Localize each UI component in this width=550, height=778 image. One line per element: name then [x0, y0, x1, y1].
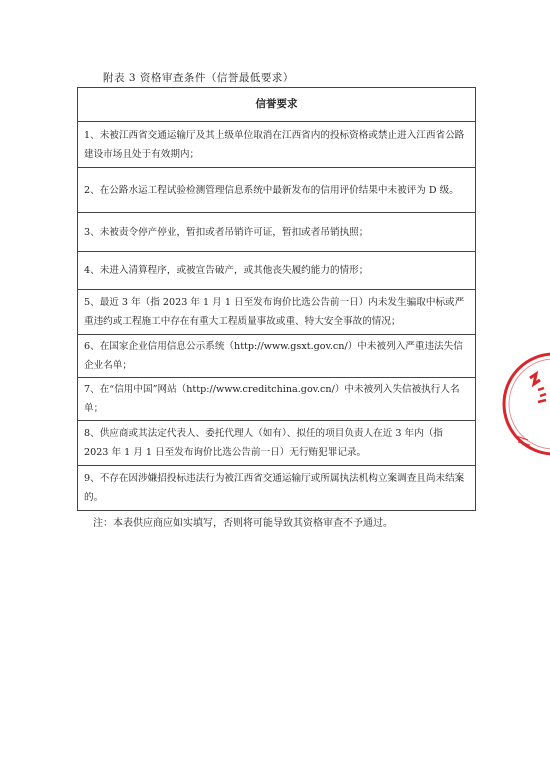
requirements-table — [77, 87, 476, 511]
table-caption: 附表 3 资格审查条件（信誉最低要求） — [103, 72, 294, 84]
table-row — [78, 290, 476, 335]
table-row — [78, 213, 476, 252]
company-seal-stamp — [494, 340, 550, 468]
requirement-8: 8、供应商或其法定代表人、委托代理人（如有）、拟任的项目负责人在近 3 年内（指 2023 年 1 月 1 日至发布询价比选公告前一日）无行贿犯罪记录。 — [78, 421, 476, 466]
table-header: 信誉要求 — [78, 88, 476, 122]
requirement-7: 7、在“信用中国”网站（http://www.creditchina.gov.cn/）中未被列入失信被执行人名单； — [78, 378, 476, 421]
table-row — [78, 252, 476, 290]
requirement-9: 9、不存在因涉嫌招投标违法行为被江西省交通运输厅或所属执法机构立案调查且尚未结案的。 — [78, 466, 476, 511]
table-header-row — [78, 88, 476, 122]
requirement-4: 4、未进入清算程序，或被宣告破产，或其他丧失履约能力的情形； — [78, 252, 476, 290]
table-row — [78, 466, 476, 511]
requirement-5: 5、最近 3 年（指 2023 年 1 月 1 日至发布询价比选公告前一日）内未发生骗取中标或严重违约或工程施工中存在有重大工程质量事故或重、特大安全事故的情况； — [78, 290, 476, 335]
requirement-2: 2、在公路水运工程试验检测管理信息系统中最新发布的信用评价结果中未被评为 D 级。 — [78, 168, 476, 213]
table-row — [78, 122, 476, 168]
requirement-6: 6、在国家企业信用信息公示系统（http://www.gsxt.gov.cn/）中未被列入严重违法失信企业名单； — [78, 335, 476, 378]
table-row — [78, 421, 476, 466]
table-row — [78, 335, 476, 378]
requirement-3: 3、未被责令停产停业，暂扣或者吊销许可证，暂扣或者吊销执照； — [78, 213, 476, 252]
table-row — [78, 168, 476, 213]
footnote: 注：本表供应商应如实填写，否则将可能导致其资格审查不予通过。 — [93, 518, 393, 529]
table-row — [78, 378, 476, 421]
requirement-1: 1、未被江西省交通运输厅及其上级单位取消在江西省内的投标资格或禁止进入江西省公路建设市场且处于有效期内； — [78, 122, 476, 168]
